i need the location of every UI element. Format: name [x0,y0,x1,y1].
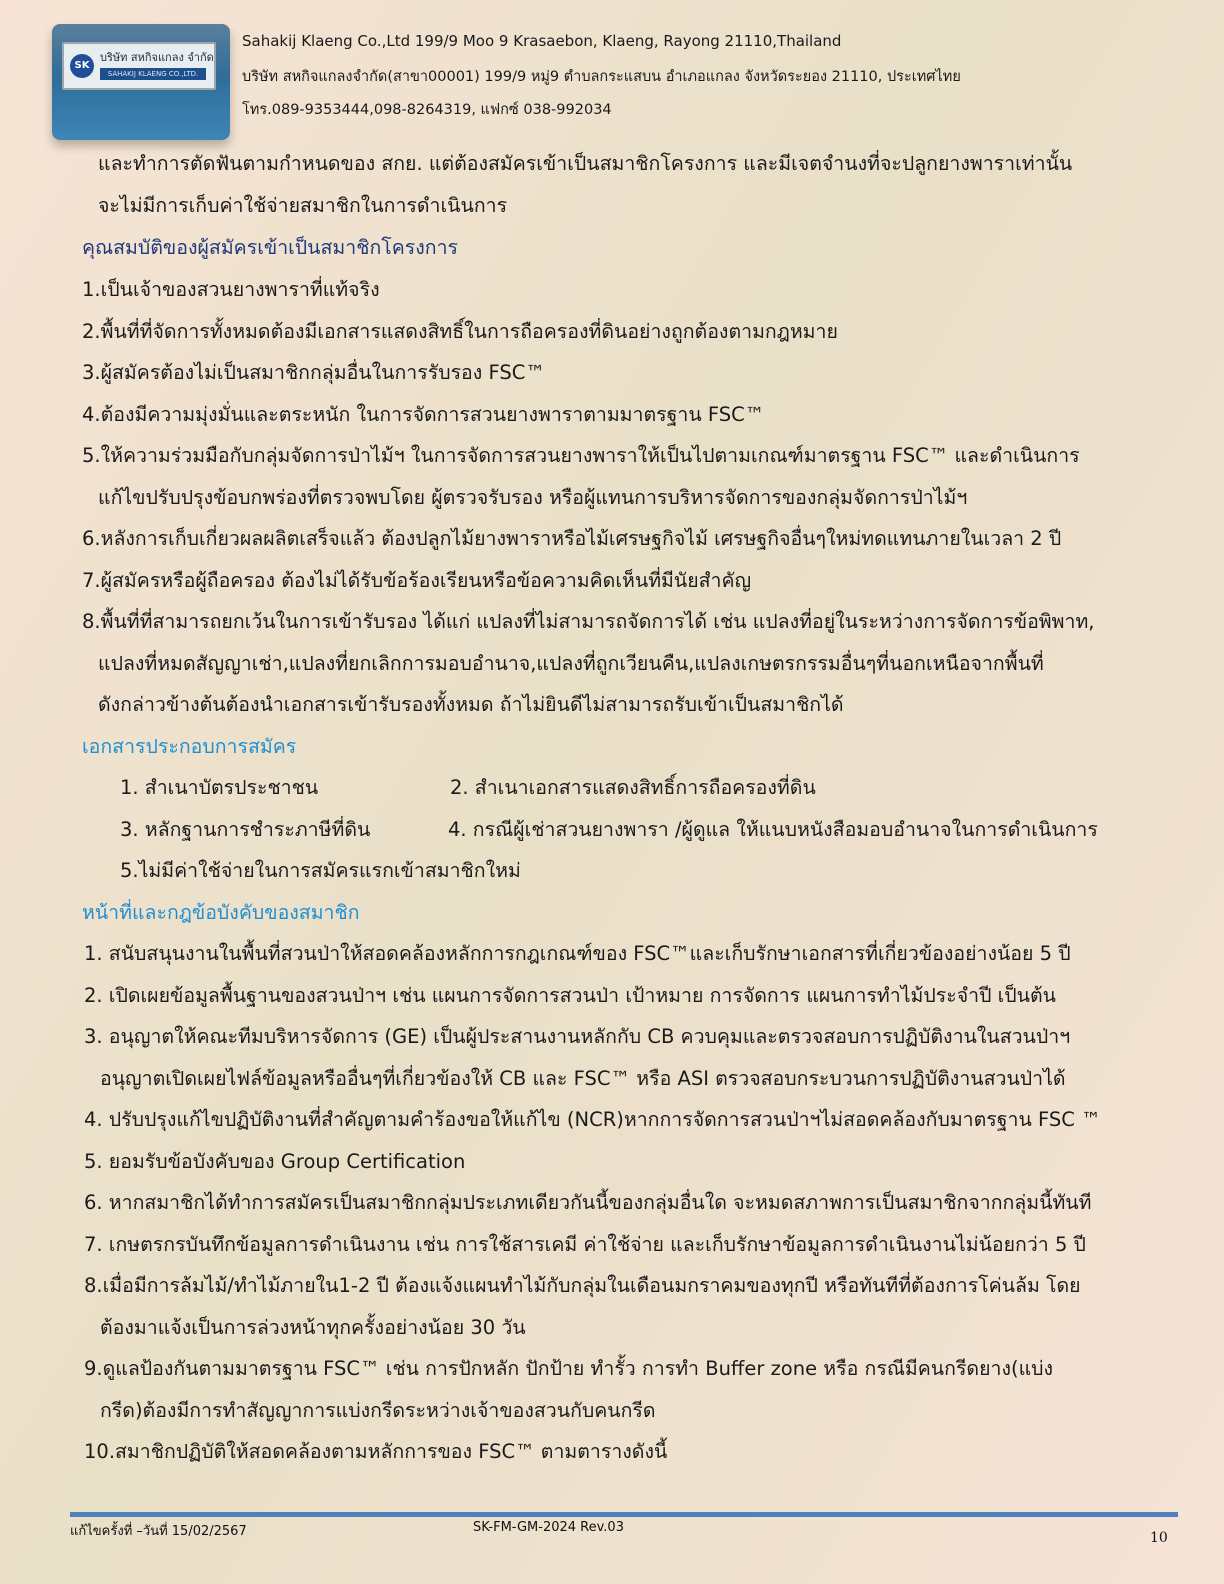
qualification-line: 7.ผู้สมัครหรือผู้ถือครอง ต้องไม่ได้รับข้อร้องเรียนหรือข้อความคิดเห็นที่มีนัยสำคัญ [82,569,752,592]
header-contact: โทร.089-9353444,098-8264319, แฟกซ์ 038-992034 [242,102,612,118]
intro-line: จะไม่มีการเก็บค่าใช้จ่ายสมาชิกในการดำเนินการ [98,194,508,217]
qualification-line: แก้ไขปรับปรุงข้อบกพร่องที่ตรวจพบโดย ผู้ตรวจรับรอง หรือผู้แทนการบริหารจัดการของกลุ่มจัดการป่าไม้ฯ [98,486,968,509]
qualification-line: 1.เป็นเจ้าของสวนยางพาราที่แท้จริง [82,278,380,301]
logo-sign-text: บริษัท สหกิจแกลง จำกัด [100,51,214,64]
qualification-line: 8.พื้นที่ที่สามารถยกเว้นในการเข้ารับรอง ได้แก่ แปลงที่ไม่สามารถจัดการได้ เช่น แปลงที่อยู่ในระหว่างการจัดการข้อพิพาท, [82,610,1095,633]
duty-line: 5. ยอมรับข้อบังคับของ Group Certification [84,1150,466,1173]
duty-line: 6. หากสมาชิกได้ทำการสมัครเป็นสมาชิกกลุ่มประเภทเดียวกันนี้ของกลุ่มอื่นใด จะหมดสภาพการเป็นสมาชิกจากกลุ่มนี้ทันที [84,1191,1092,1214]
qualification-line: ดังกล่าวข้างต้นต้องนำเอกสารเข้ารับรองทั้งหมด ถ้าไม่ยินดีไม่สามารถรับเข้าเป็นสมาชิกได้ [98,693,844,716]
page-number: 10 [1150,1530,1168,1546]
logo-sign [62,42,216,90]
qualification-line: 3.ผู้สมัครต้องไม่เป็นสมาชิกกลุ่มอื่นในการรับรอง FSC™ [82,361,545,384]
duties-heading: หน้าที่และกฎข้อบังคับของสมาชิก [82,901,360,924]
document-item: 2. สำเนาเอกสารแสดงสิทธิ์การถือครองที่ดิน [450,776,816,799]
duty-line: กรีด)ต้องมีการทำสัญญาการแบ่งกรีดระหว่างเจ้าของสวนกับคนกรีด [100,1399,656,1422]
company-logo [52,24,230,140]
document-item: 3. หลักฐานการชำระภาษีที่ดิน [120,818,371,841]
document-item: 1. สำเนาบัตรประชาชน [120,776,319,799]
qualification-line: แปลงที่หมดสัญญาเช่า,แปลงที่ยกเลิกการมอบอำนาจ,แปลงที่ถูกเวียนคืน,แปลงเกษตรกรรมอื่นๆที่นอกเหนือจากพื้นที่ [98,652,1044,675]
footer-revision: แก้ไขครั้งที่ –วันที่ 15/02/2567 [70,1524,247,1539]
qualification-line: 4.ต้องมีความมุ่งมั่นและตระหนัก ในการจัดการสวนยางพาราตามมาตรฐาน FSC™ [82,403,765,426]
header-company-address-en: Sahakij Klaeng Co.,Ltd 199/9 Moo 9 Krasaebon, Klaeng, Rayong 21110,Thailand [242,32,842,50]
duty-line: 1. สนับสนุนงานในพื้นที่สวนป่าให้สอดคล้องหลักการกฎเกณฑ์ของ FSC™และเก็บรักษาเอกสารที่เกี่ยวข้องอย่างน้อย 5 ปี [84,942,1071,965]
duty-line: 4. ปรับปรุงแก้ไขปฏิบัติงานที่สำคัญตามคำร้องขอให้แก้ไข (NCR)หากการจัดการสวนป่าฯไม่สอดคล้องกับมาตรฐาน FSC ™ [84,1108,1101,1131]
intro-line: และทำการตัดฟันตามกำหนดของ สกย. แต่ต้องสมัครเข้าเป็นสมาชิกโครงการ และมีเจตจำนงที่จะปลูกยางพาราเท่านั้น [98,152,1073,175]
qualification-line: 5.ให้ความร่วมมือกับกลุ่มจัดการป่าไม้ฯ ในการจัดการสวนยางพาราให้เป็นไปตามเกณฑ์มาตรฐาน FSC™ และดำเนินการ [82,444,1080,467]
duty-line: 7. เกษตรกรบันทึกข้อมูลการดำเนินงาน เช่น การใช้สารเคมี ค่าใช้จ่าย และเก็บรักษาข้อมูลการดำเนินงานไม่น้อยกว่า 5 ปี [84,1233,1086,1256]
logo-mark: SK [70,54,94,78]
document-item: 4. กรณีผู้เช่าสวนยางพารา /ผู้ดูแล ให้แนบหนังสือมอบอำนาจในการดำเนินการ [448,818,1098,841]
duty-line: ต้องมาแจ้งเป็นการล่วงหน้าทุกครั้งอย่างน้อย 30 วัน [100,1316,526,1339]
duty-line: 8.เมื่อมีการล้มไม้/ทำไม้ภายใน1-2 ปี ต้องแจ้งแผนทำไม้กับกลุ่มในเดือนมกราคมของทุกปี หรือทันทีที่ต้องการโค่นล้ม โดย [84,1274,1081,1297]
duty-line: 10.สมาชิกปฏิบัติให้สอดคล้องตามหลักการของ FSC™ ตามตารางดังนี้ [84,1440,668,1463]
duty-line: อนุญาตเปิดเผยไฟล์ข้อมูลหรืออื่นๆที่เกี่ยวข้องให้ CB และ FSC™ หรือ ASI ตรวจสอบกระบวนการปฏิบัติงานสวนป่าได้ [100,1067,1066,1090]
qualification-line: 6.หลังการเก็บเกี่ยวผลผลิตเสร็จแล้ว ต้องปลูกไม้ยางพาราหรือไม้เศรษฐกิจไม้ เศรษฐกิจอื่นๆใหม่ทดแทนภายในเวลา 2 ปี [82,527,1062,550]
logo-sign-sub: SAHAKIJ KLAENG CO.,LTD. [100,68,206,80]
qualifications-heading: คุณสมบัติของผู้สมัครเข้าเป็นสมาชิกโครงการ [82,236,459,259]
footer-doc-code: SK-FM-GM-2024 Rev.03 [473,1520,624,1535]
duty-line: 3. อนุญาตให้คณะทีมบริหารจัดการ (GE) เป็นผู้ประสานงานหลักกับ CB ควบคุมและตรวจสอบการปฏิบัติงานในสวนป่าฯ [84,1025,1071,1048]
duty-line: 9.ดูแลป้องกันตามมาตรฐาน FSC™ เช่น การปักหลัก ปักป้าย ทำรั้ว การทำ Buffer zone หรือ กรณีมีคนกรีดยาง(แบ่ง [84,1357,1054,1380]
duty-line: 2. เปิดเผยข้อมูลพื้นฐานของสวนป่าฯ เช่น แผนการจัดการสวนป่า เป้าหมาย การจัดการ แผนการทำไม้ประจำปี เป็นต้น [84,984,1057,1007]
documents-heading: เอกสารประกอบการสมัคร [82,735,297,758]
header-company-address-th: บริษัท สหกิจแกลงจำกัด(สาขา00001) 199/9 หมู่9 ตำบลกระแสบน อำเภอแกลง จังหวัดระยอง 21110, ประเทศไทย [242,69,961,85]
footer-divider [70,1512,1178,1517]
document-item: 5.ไม่มีค่าใช้จ่ายในการสมัครแรกเข้าสมาชิกใหม่ [120,859,521,882]
qualification-line: 2.พื้นที่ที่จัดการทั้งหมดต้องมีเอกสารแสดงสิทธิ์ในการถือครองที่ดินอย่างถูกต้องตามกฎหมาย [82,320,838,343]
